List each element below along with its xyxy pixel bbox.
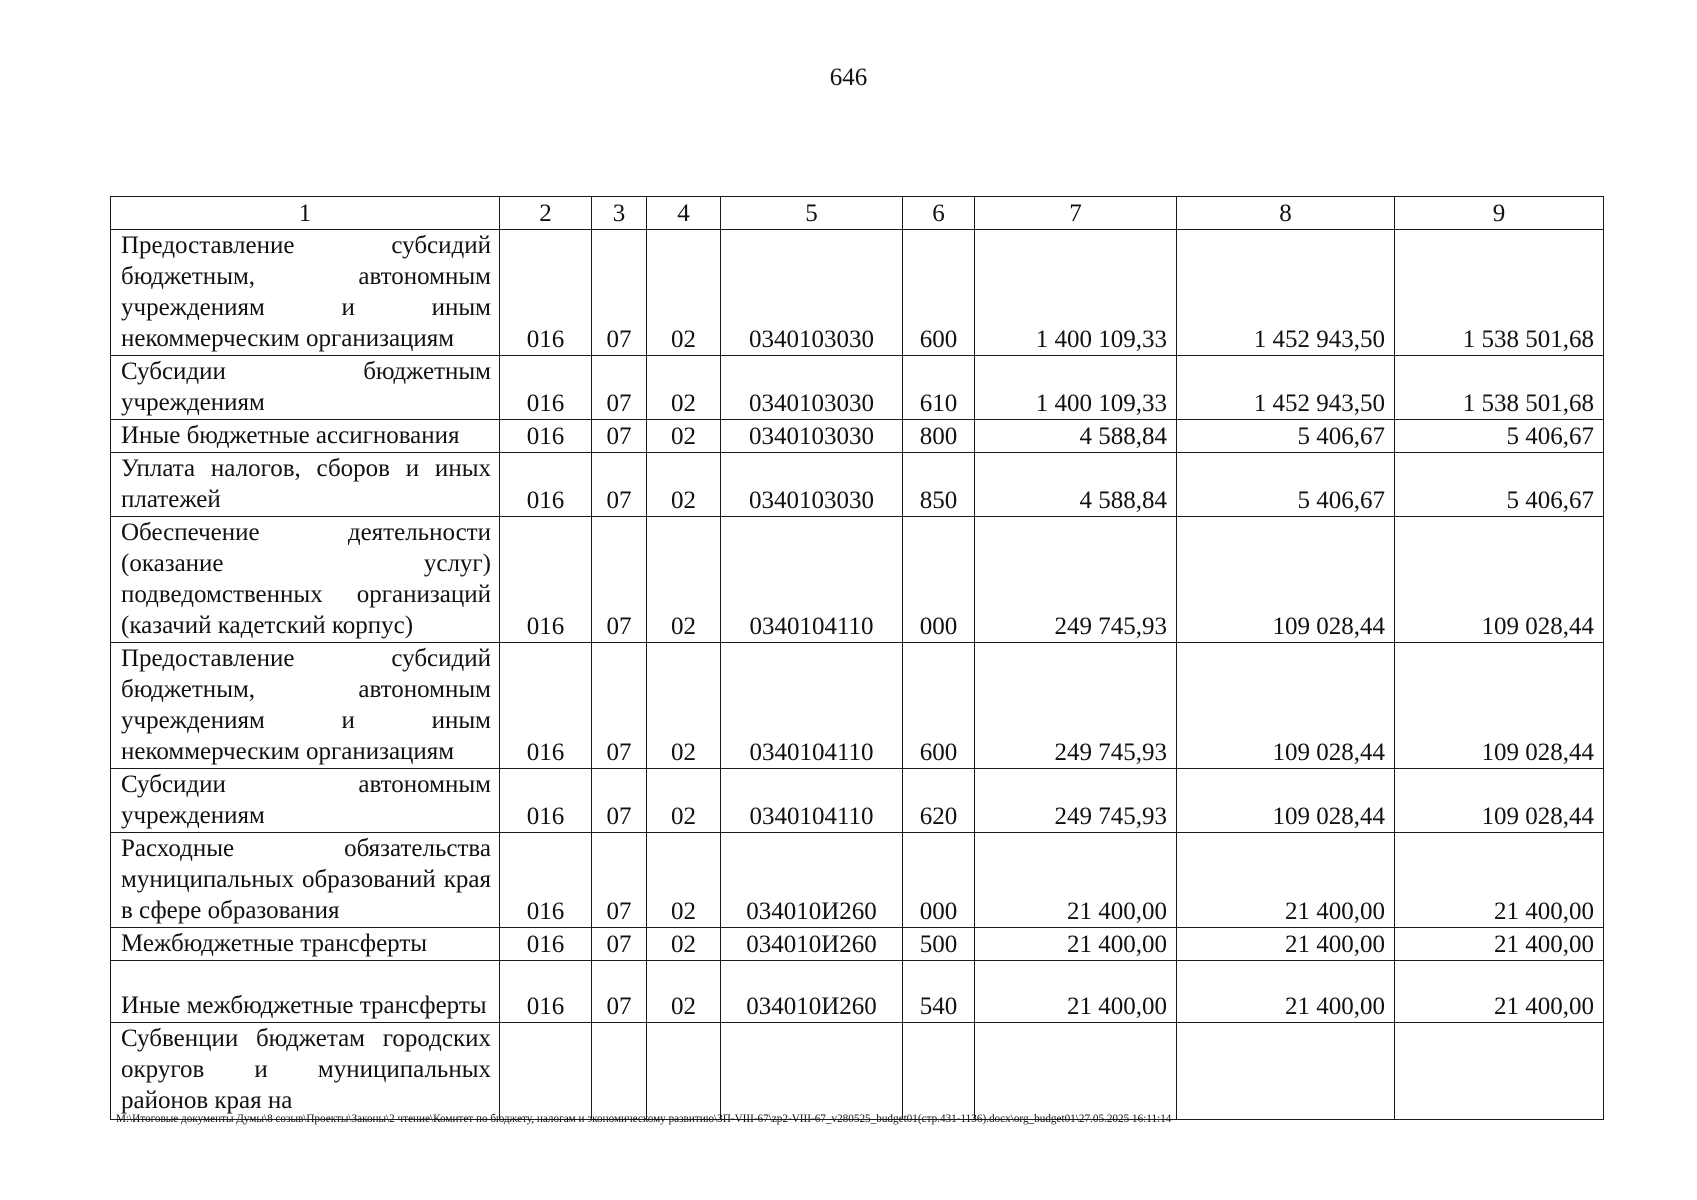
cell-subsection: 02 bbox=[647, 961, 721, 1023]
cell-section: 07 bbox=[592, 517, 647, 643]
column-header: 8 bbox=[1177, 197, 1395, 230]
cell-subsection: 02 bbox=[647, 420, 721, 453]
cell-expense-type: 600 bbox=[903, 643, 975, 769]
cell-section: 07 bbox=[592, 356, 647, 420]
cell-target-article: 0340104110 bbox=[721, 643, 903, 769]
cell-expense-type: 600 bbox=[903, 230, 975, 356]
cell-amount-col8: 21 400,00 bbox=[1177, 833, 1395, 928]
cell-target-article: 034010И260 bbox=[721, 833, 903, 928]
cell-section: 07 bbox=[592, 961, 647, 1023]
column-header: 9 bbox=[1395, 197, 1604, 230]
table-header-row bbox=[111, 197, 1604, 230]
page-number: 646 bbox=[829, 64, 868, 91]
cell-amount-col7: 1 400 109,33 bbox=[975, 356, 1177, 420]
table-row bbox=[111, 420, 1604, 453]
footer-file-path: M:\Итоговые документы Думы\8 созыв\Проекты\Законы\2 чтение\Комитет по бюджету, налогам и экономическому развитию\ЗП-VIII-67\zp2-VIII-67_v280525_budget01(стр.431-1136).docx\org_budget01\27.05.2025 16:11:14 bbox=[116, 1113, 1172, 1125]
cell-amount-col9: 21 400,00 bbox=[1395, 833, 1604, 928]
row-name: Субсидии автономным учреждениям bbox=[111, 769, 500, 833]
table-row bbox=[111, 1023, 1604, 1120]
cell-amount-col7: 21 400,00 bbox=[975, 833, 1177, 928]
cell-ministry-code: 016 bbox=[500, 928, 592, 961]
column-header: 4 bbox=[647, 197, 721, 230]
cell-expense-type: 000 bbox=[903, 517, 975, 643]
cell-subsection: 02 bbox=[647, 643, 721, 769]
cell-ministry-code: 016 bbox=[500, 769, 592, 833]
cell-amount-col7: 21 400,00 bbox=[975, 961, 1177, 1023]
cell-ministry-code: 016 bbox=[500, 230, 592, 356]
row-name: Межбюджетные трансферты bbox=[111, 928, 500, 961]
cell-target-article: 0340103030 bbox=[721, 230, 903, 356]
cell-amount-col8: 21 400,00 bbox=[1177, 928, 1395, 961]
cell-amount-col8: 1 452 943,50 bbox=[1177, 230, 1395, 356]
row-name: Расходные обязательства муниципальных образований края в сфере образования bbox=[111, 833, 500, 928]
cell-subsection: 02 bbox=[647, 517, 721, 643]
cell-amount-col7: 1 400 109,33 bbox=[975, 230, 1177, 356]
column-header: 1 bbox=[111, 197, 500, 230]
cell-amount-col8: 21 400,00 bbox=[1177, 961, 1395, 1023]
cell-target-article: 034010И260 bbox=[721, 961, 903, 1023]
cell-expense-type: 540 bbox=[903, 961, 975, 1023]
column-header: 6 bbox=[903, 197, 975, 230]
row-name: Предоставление субсидий бюджетным, автономным учреждениям и иным некоммерческим организациям bbox=[111, 230, 500, 356]
row-name: Субвенции бюджетам городских округов и муниципальных районов края на bbox=[111, 1023, 500, 1120]
cell-expense-type: 800 bbox=[903, 420, 975, 453]
row-name: Иные бюджетные ассигнования bbox=[111, 420, 500, 453]
cell-amount-col9: 21 400,00 bbox=[1395, 928, 1604, 961]
cell-amount-col8: 5 406,67 bbox=[1177, 420, 1395, 453]
cell-amount-col7: 4 588,84 bbox=[975, 453, 1177, 517]
column-header: 3 bbox=[592, 197, 647, 230]
cell-subsection: 02 bbox=[647, 356, 721, 420]
row-name: Предоставление субсидий бюджетным, автономным учреждениям и иным некоммерческим организациям bbox=[111, 643, 500, 769]
cell-amount-col9 bbox=[1395, 1023, 1604, 1120]
cell-amount-col7 bbox=[975, 1023, 1177, 1120]
table-row bbox=[111, 643, 1604, 769]
cell-amount-col9: 1 538 501,68 bbox=[1395, 356, 1604, 420]
column-header: 7 bbox=[975, 197, 1177, 230]
cell-amount-col9: 1 538 501,68 bbox=[1395, 230, 1604, 356]
cell-amount-col7: 4 588,84 bbox=[975, 420, 1177, 453]
cell-amount-col8: 1 452 943,50 bbox=[1177, 356, 1395, 420]
cell-section: 07 bbox=[592, 230, 647, 356]
cell-amount-col8: 109 028,44 bbox=[1177, 643, 1395, 769]
cell-subsection: 02 bbox=[647, 833, 721, 928]
cell-amount-col8: 109 028,44 bbox=[1177, 517, 1395, 643]
cell-expense-type: 620 bbox=[903, 769, 975, 833]
cell-expense-type: 000 bbox=[903, 833, 975, 928]
cell-amount-col7: 249 745,93 bbox=[975, 517, 1177, 643]
cell-target-article: 0340103030 bbox=[721, 356, 903, 420]
cell-ministry-code: 016 bbox=[500, 517, 592, 643]
cell-amount-col7: 249 745,93 bbox=[975, 769, 1177, 833]
cell-ministry-code bbox=[500, 1023, 592, 1120]
cell-amount-col9: 21 400,00 bbox=[1395, 961, 1604, 1023]
cell-target-article: 0340104110 bbox=[721, 769, 903, 833]
cell-amount-col9: 5 406,67 bbox=[1395, 453, 1604, 517]
cell-section: 07 bbox=[592, 420, 647, 453]
table-row bbox=[111, 928, 1604, 961]
cell-target-article: 0340104110 bbox=[721, 517, 903, 643]
cell-ministry-code: 016 bbox=[500, 833, 592, 928]
table-row bbox=[111, 961, 1604, 1023]
cell-amount-col9: 109 028,44 bbox=[1395, 643, 1604, 769]
cell-section: 07 bbox=[592, 769, 647, 833]
column-header: 2 bbox=[500, 197, 592, 230]
table-row bbox=[111, 356, 1604, 420]
cell-subsection: 02 bbox=[647, 453, 721, 517]
cell-ministry-code: 016 bbox=[500, 420, 592, 453]
budget-table bbox=[110, 196, 1604, 1120]
column-header: 5 bbox=[721, 197, 903, 230]
table-row bbox=[111, 230, 1604, 356]
row-name: Иные межбюджетные трансферты bbox=[111, 961, 500, 1023]
cell-subsection: 02 bbox=[647, 769, 721, 833]
cell-section: 07 bbox=[592, 643, 647, 769]
cell-target-article bbox=[721, 1023, 903, 1120]
cell-amount-col9: 109 028,44 bbox=[1395, 769, 1604, 833]
cell-expense-type: 850 bbox=[903, 453, 975, 517]
row-name: Субсидии бюджетным учреждениям bbox=[111, 356, 500, 420]
cell-ministry-code: 016 bbox=[500, 356, 592, 420]
table-row bbox=[111, 769, 1604, 833]
cell-section: 07 bbox=[592, 928, 647, 961]
cell-ministry-code: 016 bbox=[500, 643, 592, 769]
cell-subsection: 02 bbox=[647, 928, 721, 961]
row-name: Уплата налогов, сборов и иных платежей bbox=[111, 453, 500, 517]
cell-subsection bbox=[647, 1023, 721, 1120]
table-row bbox=[111, 453, 1604, 517]
cell-expense-type: 610 bbox=[903, 356, 975, 420]
cell-amount-col8: 109 028,44 bbox=[1177, 769, 1395, 833]
cell-target-article: 034010И260 bbox=[721, 928, 903, 961]
cell-expense-type bbox=[903, 1023, 975, 1120]
cell-amount-col8: 5 406,67 bbox=[1177, 453, 1395, 517]
cell-section bbox=[592, 1023, 647, 1120]
table-row bbox=[111, 833, 1604, 928]
table-row bbox=[111, 517, 1604, 643]
cell-ministry-code: 016 bbox=[500, 961, 592, 1023]
cell-target-article: 0340103030 bbox=[721, 453, 903, 517]
cell-amount-col9: 5 406,67 bbox=[1395, 420, 1604, 453]
row-name: Обеспечение деятельности (оказание услуг) подведомственных организаций (казачий кадетский корпус) bbox=[111, 517, 500, 643]
cell-target-article: 0340103030 bbox=[721, 420, 903, 453]
cell-amount-col7: 21 400,00 bbox=[975, 928, 1177, 961]
cell-amount-col7: 249 745,93 bbox=[975, 643, 1177, 769]
cell-section: 07 bbox=[592, 833, 647, 928]
cell-amount-col8 bbox=[1177, 1023, 1395, 1120]
cell-subsection: 02 bbox=[647, 230, 721, 356]
cell-section: 07 bbox=[592, 453, 647, 517]
cell-expense-type: 500 bbox=[903, 928, 975, 961]
cell-amount-col9: 109 028,44 bbox=[1395, 517, 1604, 643]
cell-ministry-code: 016 bbox=[500, 453, 592, 517]
